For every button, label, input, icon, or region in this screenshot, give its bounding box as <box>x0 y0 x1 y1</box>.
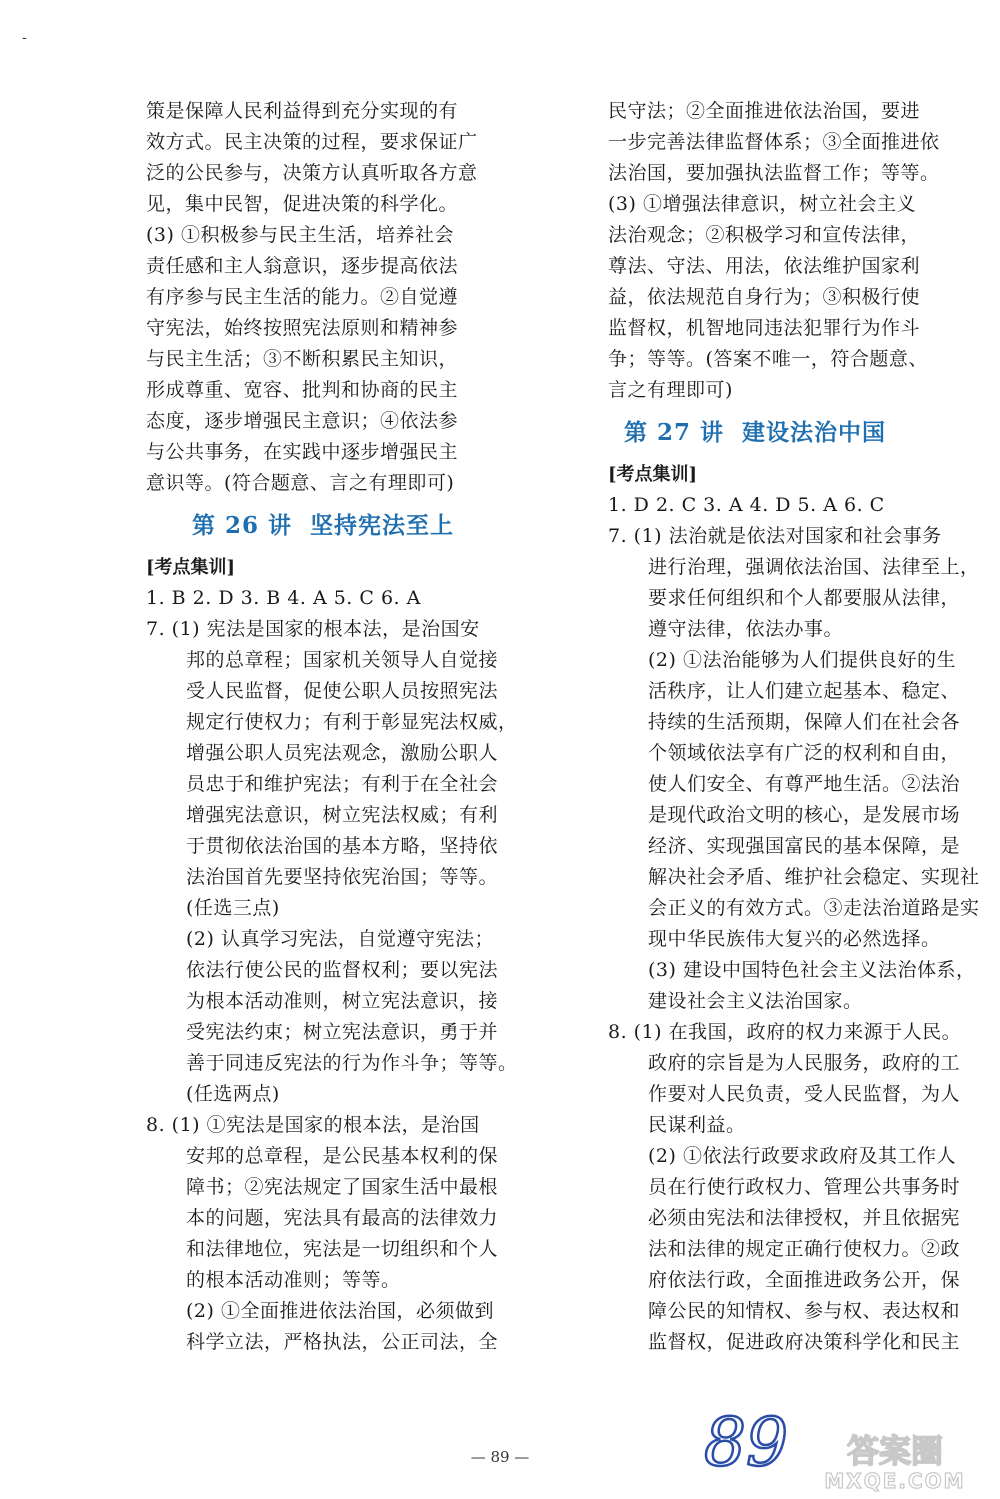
text-line: (任选两点) <box>186 1083 280 1105</box>
text-line: 益，依法规范自身行为；③积极行使 <box>608 286 921 308</box>
text-line: (2) 认真学习宪法，自觉遵守宪法； <box>186 928 494 950</box>
text-line: 与公共事务，在实践中逐步增强民主 <box>146 441 459 463</box>
text-line: 进行治理，强调依法治国、法律至上， <box>648 556 980 578</box>
text-line: 泛的公民参与，决策方认真听取各方意 <box>146 162 478 184</box>
text-line: (2) ①依法行政要求政府及其工作人 <box>648 1145 956 1167</box>
text-line: 责任感和主人翁意识，逐步提高依法 <box>146 255 459 277</box>
corner-mark: - <box>22 30 27 46</box>
text-line: 科学立法，严格执法，公正司法，全 <box>186 1331 499 1353</box>
lesson-title: 坚持宪法至上 <box>310 512 455 539</box>
text-line: 增强宪法意识，树立宪法权威；有利 <box>186 804 499 826</box>
text-line: 监督权，促进政府决策科学化和民主 <box>648 1331 961 1353</box>
text-line: 争；等等。(答案不唯一，符合题意、 <box>608 348 928 370</box>
answer-key: 1. D 2. C 3. A 4. D 5. A 6. C <box>608 494 885 516</box>
text-line: 7. (1) 法治就是依法对国家和社会事务 <box>608 525 942 547</box>
text-line: 要求任何组织和个人都要服从法律， <box>648 587 961 609</box>
text-line: 障公民的知情权、参与权、表达权和 <box>648 1300 961 1322</box>
text-line: 民守法；②全面推进依法治国，要进 <box>608 100 921 122</box>
text-line: 民谋利益。 <box>648 1114 746 1136</box>
text-line: 8. (1) 在我国，政府的权力来源于人民。 <box>608 1021 962 1043</box>
section-label: [考点集训] <box>608 464 698 485</box>
text-line: (2) ①全面推进依法治国，必须做到 <box>186 1300 494 1322</box>
text-line: 形成尊重、宽容、批判和协商的民主 <box>146 379 459 401</box>
lesson-number: 第 27 讲 <box>624 419 725 446</box>
text-line: 守宪法，始终按照宪法原则和精神参 <box>146 317 459 339</box>
text-line: 会正义的有效方式。③走法治道路是实 <box>648 897 980 919</box>
lesson-heading-27 <box>608 406 970 460</box>
lesson-title: 建设法治中国 <box>742 419 887 446</box>
text-line: 受宪法约束；树立宪法意识，勇于并 <box>186 1021 499 1043</box>
handwritten-page-number <box>700 1395 790 1485</box>
text-line: (任选三点) <box>186 897 280 919</box>
handwritten-digits: 89 <box>704 1404 788 1481</box>
text-line: 尊法、守法、用法，依法维护国家利 <box>608 255 921 277</box>
text-line: 必须由宪法和法律授权，并且依据宪 <box>648 1207 961 1229</box>
text-line: 见，集中民智，促进决策的科学化。 <box>146 193 459 215</box>
right-column <box>608 96 980 1358</box>
text-line: 监督权，机智地同违法犯罪行为作斗 <box>608 317 921 339</box>
text-line: 现中华民族伟大复兴的必然选择。 <box>648 928 941 950</box>
watermark-logo <box>795 1430 995 1492</box>
text-line: 员在行使行政权力、管理公共事务时 <box>648 1176 961 1198</box>
lesson-number: 第 26 讲 <box>192 512 293 539</box>
lesson-heading-26 <box>146 499 512 553</box>
text-line: 安邦的总章程，是公民基本权利的保 <box>186 1145 499 1167</box>
text-line: (3) ①增强法律意识，树立社会主义 <box>608 193 916 215</box>
text-line: (2) ①法治能够为人们提供良好的生 <box>648 649 956 671</box>
text-line: 与民主生活；③不断积累民主知识， <box>146 348 459 370</box>
text-line: 法治国首先要坚持依宪治国；等等。 <box>186 866 499 888</box>
text-line: 和法律地位，宪法是一切组织和个人 <box>186 1238 499 1260</box>
text-line: 持续的生活预期，保障人们在社会各 <box>648 711 961 733</box>
watermark-url: MXQE.COM <box>824 1469 966 1492</box>
text-line: 增强公职人员宪法观念，激励公职人 <box>186 742 499 764</box>
text-line: 邦的总章程；国家机关领导人自觉接 <box>186 649 499 671</box>
text-line: 遵守法律，依法办事。 <box>648 618 844 640</box>
text-line: 法治国，要加强执法监督工作；等等。 <box>608 162 940 184</box>
text-line: 政府的宗旨是为人民服务，政府的工 <box>648 1052 961 1074</box>
text-line: 8. (1) ①宪法是国家的根本法，是治国 <box>146 1114 480 1136</box>
text-line: 态度，逐步增强民主意识；④依法参 <box>146 410 459 432</box>
text-line: 障书；②宪法规定了国家生活中最根 <box>186 1176 499 1198</box>
text-line: 作要对人民负责，受人民监督，为人 <box>648 1083 961 1105</box>
text-line: 善于同违反宪法的行为作斗争；等等。 <box>186 1052 518 1074</box>
text-line: (3) 建设中国特色社会主义法治体系， <box>648 959 976 981</box>
text-line: 解决社会矛盾、维护社会稳定、实现社 <box>648 866 980 888</box>
text-line: 的根本活动准则；等等。 <box>186 1269 401 1291</box>
text-line: 策是保障人民利益得到充分实现的有 <box>146 100 459 122</box>
text-line: 有序参与民主生活的能力。②自觉遵 <box>146 286 459 308</box>
text-line: 法和法律的规定正确行使权力。②政 <box>648 1238 961 1260</box>
section-label: [考点集训] <box>146 557 236 578</box>
text-line: 效方式。民主决策的过程，要求保证广 <box>146 131 478 153</box>
text-line: 活秩序，让人们建立起基本、稳定、 <box>648 680 961 702</box>
text-line: 建设社会主义法治国家。 <box>648 990 863 1012</box>
text-line: 言之有理即可) <box>608 379 733 401</box>
text-line: 本的问题，宪法具有最高的法律效力 <box>186 1207 499 1229</box>
text-line: 是现代政治文明的核心，是发展市场 <box>648 804 961 826</box>
left-column <box>146 96 518 1358</box>
text-line: 依法行使公民的监督权利；要以宪法 <box>186 959 499 981</box>
text-line: 府依法行政，全面推进政务公开，保 <box>648 1269 961 1291</box>
page-number: — 89 — <box>470 1448 530 1466</box>
text-line: 法治观念；②积极学习和宣传法律， <box>608 224 921 246</box>
text-line: 7. (1) 宪法是国家的根本法，是治国安 <box>146 618 480 640</box>
text-line: (3) ①积极参与民主生活，培养社会 <box>146 224 454 246</box>
text-line: 受人民监督，促使公职人员按照宪法 <box>186 680 499 702</box>
answer-key: 1. B 2. D 3. B 4. A 5. C 6. A <box>146 587 421 609</box>
text-line: 员忠于和维护宪法；有利于在全社会 <box>186 773 499 795</box>
text-line: 为根本活动准则，树立宪法意识，接 <box>186 990 499 1012</box>
text-line: 一步完善法律监督体系；③全面推进依 <box>608 131 940 153</box>
text-line: 于贯彻依法治国的基本方略，坚持依 <box>186 835 499 857</box>
watermark-text: 答案圈 <box>846 1432 944 1470</box>
text-line: 使人们安全、有尊严地生活。②法治 <box>648 773 961 795</box>
text-line: 规定行使权力；有利于彰显宪法权威， <box>186 711 518 733</box>
text-line: 个领域依法享有广泛的权利和自由， <box>648 742 961 764</box>
text-line: 意识等。(符合题意、言之有理即可) <box>146 472 455 494</box>
text-line: 经济、实现强国富民的基本保障，是 <box>648 835 961 857</box>
